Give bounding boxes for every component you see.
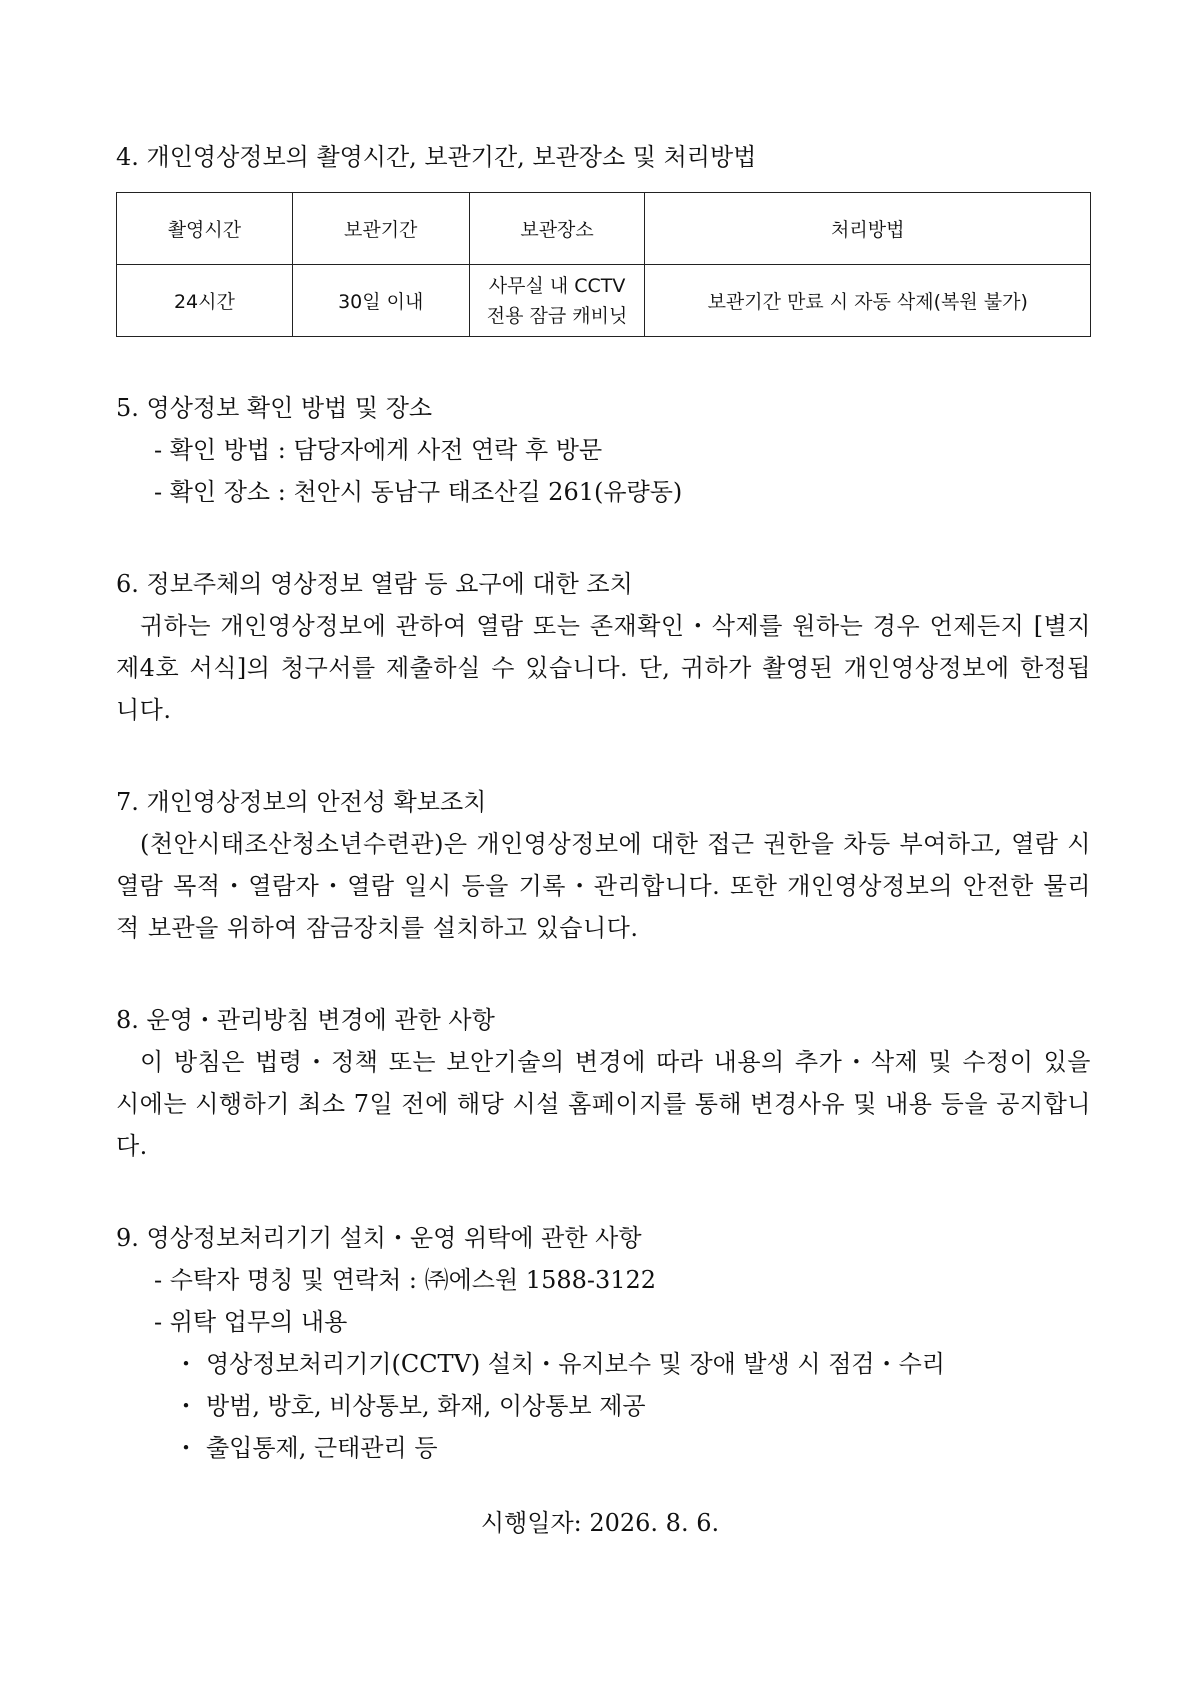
section-9 [116,1217,1091,1469]
section-7-title: 7. 개인영상정보의 안전성 확보조치 [116,788,487,816]
section-7 [116,781,1091,949]
header-retention-period: 보관기간 [292,193,469,265]
header-capture-time: 촬영시간 [117,193,293,265]
duty-text: 영상정보처리기기(CCTV) 설치・유지보수 및 장애 발생 시 점검・수리 [206,1350,945,1378]
section-7-body: (천안시태조산청소년수련관)은 개인영상정보에 대한 접근 권한을 차등 부여하고, 열람 시 열람 목적・열람자・열람 일시 등을 기록・관리합니다. 또한 개인영상정보의 안전한 물리적 보관을 위하여 잠금장치를 설치하고 있습니다. [116,830,1091,942]
document-body [116,136,1091,1469]
header-processing-method: 처리방법 [645,193,1091,265]
section-5-item-place: - 확인 장소 : 천안시 동남구 태조산길 261(유량동) [154,478,683,506]
section-9-contractor: - 수탁자 명칭 및 연락처 : ㈜에스원 1588-3122 [154,1266,657,1294]
section-5 [116,387,1091,513]
section-9-duties-label: - 위탁 업무의 내용 [154,1308,348,1336]
section-8-title: 8. 운영・관리방침 변경에 관한 사항 [116,1006,495,1034]
duty-text: 방범, 방호, 비상통보, 화재, 이상통보 제공 [206,1392,646,1420]
section-6 [116,563,1091,731]
list-item [116,1343,1091,1385]
section-4 [116,136,1091,337]
list-item [116,1385,1091,1427]
cell-storage-location-line2: 전용 잠금 캐비닛 [486,304,628,327]
effective-date: 시행일자: 2026. 8. 6. [480,1509,720,1537]
duty-text: 출입통제, 근태관리 등 [206,1434,438,1462]
section-8-body: 이 방침은 법령・정책 또는 보안기술의 변경에 따라 내용의 추가・삭제 및 수정이 있을 시에는 시행하기 최소 7일 전에 해당 시설 홈페이지를 통해 변경사유 및 내용 등을 공지합니다. [116,1048,1091,1160]
retention-table [116,192,1091,337]
header-storage-location: 보관장소 [469,193,645,265]
cell-processing-method: 보관기간 만료 시 자동 삭제(복원 불가) [645,265,1091,337]
bullet-dot: ・ [174,1350,198,1378]
section-8 [116,999,1091,1167]
cell-storage-location-line1: 사무실 내 CCTV [488,274,626,297]
section-4-title: 4. 개인영상정보의 촬영시간, 보관기간, 보관장소 및 처리방법 [116,143,757,171]
cell-storage-location [469,265,645,337]
cell-capture-time: 24시간 [117,265,293,337]
section-6-body: 귀하는 개인영상정보에 관하여 열람 또는 존재확인・삭제를 원하는 경우 언제든지 [별지 제4호 서식]의 청구서를 제출하실 수 있습니다. 단, 귀하가 촬영된 개인영상정보에 한정됩니다. [116,612,1091,724]
section-6-title: 6. 정보주체의 영상정보 열람 등 요구에 대한 조치 [116,570,633,598]
section-5-item-method: - 확인 방법 : 담당자에게 사전 연락 후 방문 [154,436,603,464]
table-row [117,265,1091,337]
cell-retention-period: 30일 이내 [292,265,469,337]
table-header-row [117,193,1091,265]
bullet-dot: ・ [174,1392,198,1420]
section-9-title: 9. 영상정보처리기기 설치・운영 위탁에 관한 사항 [116,1224,642,1252]
bullet-dot: ・ [174,1434,198,1462]
section-5-title: 5. 영상정보 확인 방법 및 장소 [116,394,433,422]
list-item [116,1427,1091,1469]
